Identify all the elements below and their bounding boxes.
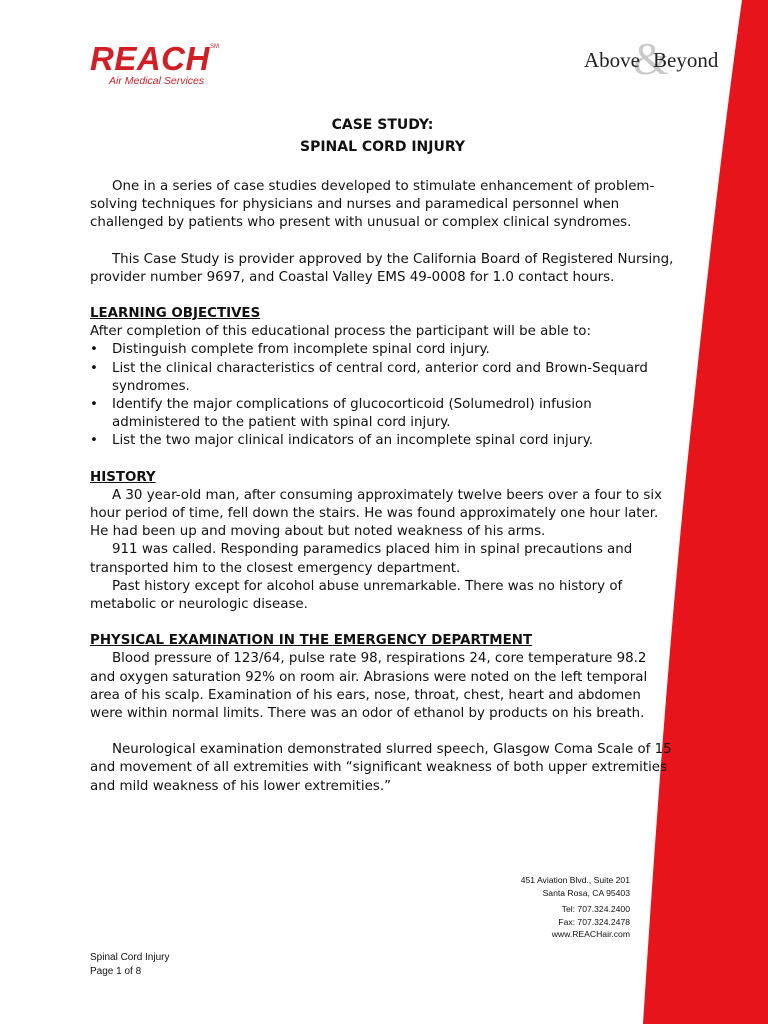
objective-text: Identify the major complications of glucocorticoid (Solumedrol) infusion administered to the patient with spinal cord injury.	[112, 397, 592, 431]
learning-objectives-list	[90, 341, 675, 450]
reach-logo-subtitle: Air Medical Services	[109, 75, 205, 87]
physical-exam-heading: PHYSICAL EXAMINATION IN THE EMERGENCY DEPARTMENT	[90, 633, 533, 649]
history-heading: HISTORY	[90, 469, 156, 485]
history-paragraph: A 30 year-old man, after consuming approximately twelve beers over a four to six hour period of time, fell down the stairs. He was found approximately one hour later. He had been up and moving about but noted weakness of his arms.	[90, 487, 663, 540]
objective-item	[90, 341, 675, 359]
accreditation-paragraph: This Case Study is provider approved by the California Board of Registered Nursing, provider number 9697, and Coastal Valley EMS 49-0008 for 1.0 contact hours.	[90, 251, 674, 285]
title-line-1: CASE STUDY:	[331, 117, 434, 133]
reach-logo-sm-mark: SM	[210, 44, 219, 50]
objective-item	[90, 360, 675, 396]
learning-objectives-heading: LEARNING OBJECTIVES	[90, 306, 261, 322]
title-line-2: SPINAL CORD INJURY	[299, 139, 465, 155]
footer-page-number: Page 1 of 8	[90, 966, 142, 977]
physical-exam-paragraph: Blood pressure of 123/64, pulse rate 98, respirations 24, core temperature 98.2 and oxygen saturation 92% on room air. Abrasions were noted on the left temporal area of his scalp. Examination of his ears, nose, throat, chest, heart and abdomen were within normal limits. There was an odor of ethanol by products on his breath.	[90, 651, 648, 722]
address-block	[521, 874, 630, 941]
reach-logo-word: REACH	[90, 40, 210, 77]
address-city: Santa Rosa, CA 95403	[542, 887, 630, 898]
above-beyond-part2: Beyond	[653, 48, 719, 72]
address-web-link[interactable]: www.REACHair.com	[551, 929, 630, 939]
address-fax: Fax: 707.324.2478	[558, 916, 630, 927]
neuro-exam-paragraph: Neurological examination demonstrated slurred speech, Glasgow Coma Scale of 15 and movement of all extremities with “significant weakness of both upper extremities and mild weakness of his lower extremities.”	[90, 742, 672, 794]
above-beyond-part1: Above	[584, 48, 640, 72]
page-footer	[90, 951, 169, 979]
document-body	[90, 114, 675, 796]
intro-paragraph: One in a series of case studies developed to stimulate enhancement of problem-solving techniques for physicians and nurses and paramedical personnel when challenged by patients who present with unusual or complex clinical syndromes.	[90, 179, 655, 231]
bullet-icon: •	[90, 397, 98, 413]
address-street: 451 Aviation Blvd., Suite 201	[520, 875, 630, 885]
history-paragraph: 911 was called. Responding paramedics placed him in spinal precautions and transported him to the closest emergency department.	[90, 542, 633, 576]
bullet-icon: •	[90, 360, 98, 376]
learning-objectives-lead: After completion of this educational process the participant will be able to:	[90, 324, 592, 340]
objective-text: List the two major clinical indicators of an incomplete spinal cord injury.	[112, 433, 593, 449]
objective-item	[90, 396, 675, 432]
bullet-icon: •	[90, 433, 98, 449]
objective-item	[90, 432, 675, 450]
footer-doc-title: Spinal Cord Injury	[90, 952, 170, 963]
objective-text: Distinguish complete from incomplete spinal cord injury.	[112, 342, 490, 358]
above-beyond-logo	[584, 33, 724, 84]
reach-logo	[90, 40, 219, 87]
bullet-icon: •	[90, 342, 98, 358]
address-tel: Tel: 707.324.2400	[561, 904, 630, 914]
above-beyond-ampersand: &	[633, 33, 669, 84]
history-paragraph: Past history except for alcohol abuse unremarkable. There was no history of metabolic or neurologic disease.	[90, 578, 623, 613]
above-beyond-text	[584, 48, 718, 73]
objective-text: List the clinical characteristics of central cord, anterior cord and Brown-Sequard syndromes.	[112, 360, 648, 394]
